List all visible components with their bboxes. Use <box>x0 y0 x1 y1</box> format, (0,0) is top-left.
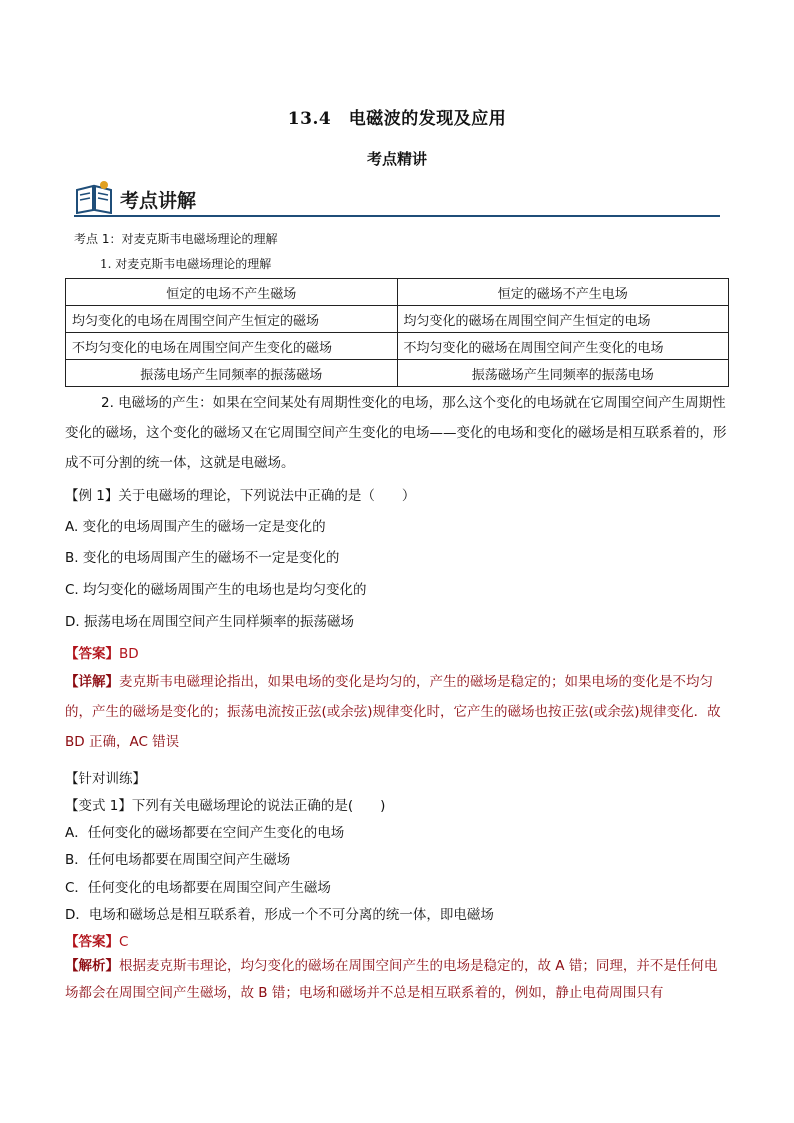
variant-question: 【变式 1】下列有关电磁场理论的说法正确的是( ) <box>65 798 386 814</box>
paragraph-em-field: 2. 电磁场的产生：如果在空间某处有周期性变化的电场，那么这个变化的电场就在它周围空间产生周期性变化的磁场，这个变化的磁场又在它周围空间产生变化的电场——变化的电场和变化的磁场是相互联系着的，形成不可分割的统一体，这就是电磁场。 <box>65 395 727 471</box>
table-cell: 不均匀变化的电场在周围空间产生变化的磁场 <box>66 333 398 360</box>
variant-analysis <box>65 953 727 1007</box>
example-option: B. 变化的电场周围产生的磁场不一定是变化的 <box>65 550 340 566</box>
example-answer <box>65 642 139 662</box>
example-option: C. 均匀变化的磁场周围产生的电场也是均匀变化的 <box>65 582 367 598</box>
answer-label: 【答案】 <box>65 934 119 950</box>
training-heading: 【针对训练】 <box>65 771 146 787</box>
answer-label: 【答案】 <box>65 646 119 662</box>
variant-option: A．任何变化的磁场都要在空间产生变化的电场 <box>65 825 345 841</box>
detail-text: 麦克斯韦电磁理论指出，如果电场的变化是均匀的，产生的磁场是稳定的；如果电场的变化是不均匀的，产生的磁场是变化的；振荡电流按正弦(或余弦)规律变化时，它产生的磁场也按正弦(或余弦)规律变化．故 BD 正确，AC 错误 <box>65 674 721 750</box>
example-question: 【例 1】关于电磁场的理论，下列说法中正确的是（ ） <box>65 488 416 504</box>
variant-option: B．任何电场都要在周围空间产生磁场 <box>65 852 291 868</box>
page-title: 13.4 电磁波的发现及应用 <box>287 109 507 129</box>
example-option: A. 变化的电场周围产生的磁场一定是变化的 <box>65 519 326 535</box>
table-cell: 均匀变化的磁场在周围空间产生恒定的电场 <box>397 306 729 333</box>
banner-title: 考点讲解 <box>120 190 197 212</box>
analysis-text: 根据麦克斯韦理论，均匀变化的磁场在周围空间产生的电场是稳定的，故 A 错；同理，并不是任何电场都会在周围空间产生磁场，故 B 错；电场和磁场并不总是相互联系着的，例如，静止电荷周围只有 <box>65 958 718 1001</box>
table-row <box>66 306 729 333</box>
table-row <box>66 360 729 387</box>
table-cell: 振荡磁场产生同频率的振荡电场 <box>397 360 729 387</box>
table-cell: 振荡电场产生同频率的振荡磁场 <box>66 360 398 387</box>
table-cell: 均匀变化的电场在周围空间产生恒定的磁场 <box>66 306 398 333</box>
page-subtitle: 考点精讲 <box>366 150 427 168</box>
table-cell: 恒定的磁场不产生电场 <box>397 279 729 306</box>
variant-answer <box>65 930 128 950</box>
theory-table <box>65 278 729 387</box>
answer-value: C <box>119 934 129 950</box>
section-banner <box>74 180 720 220</box>
table-cell: 不均匀变化的磁场在周围空间产生变化的电场 <box>397 333 729 360</box>
variant-option: D．电场和磁场总是相互联系着，形成一个不可分离的统一体，即电磁场 <box>65 907 494 923</box>
kaodian-subheading: 1. 对麦克斯韦电磁场理论的理解 <box>100 257 272 271</box>
example-detail <box>65 667 727 757</box>
book-icon <box>74 180 114 218</box>
example-option: D. 振荡电场在周围空间产生同样频率的振荡磁场 <box>65 614 354 630</box>
analysis-label: 【解析】 <box>65 958 119 974</box>
detail-label: 【详解】 <box>65 674 119 690</box>
variant-option: C．任何变化的电场都要在周围空间产生磁场 <box>65 880 331 896</box>
answer-value: BD <box>119 646 139 662</box>
table-row <box>66 279 729 306</box>
banner-divider <box>74 215 720 217</box>
table-row <box>66 333 729 360</box>
kaodian-heading: 考点 1：对麦克斯韦电磁场理论的理解 <box>74 232 278 246</box>
table-cell: 恒定的电场不产生磁场 <box>66 279 398 306</box>
